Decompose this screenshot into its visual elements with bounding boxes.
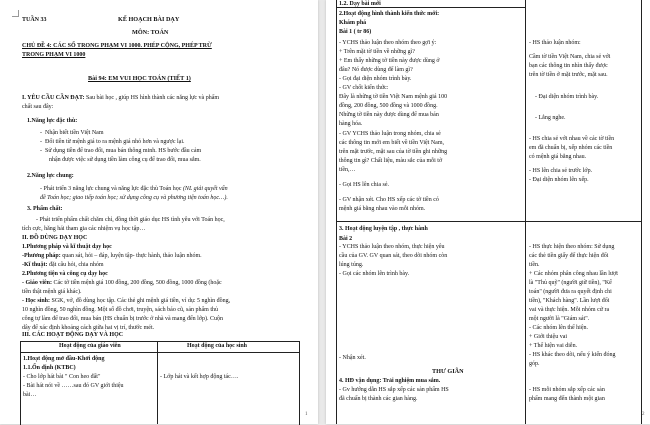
document-page-1 [0, 0, 318, 424]
activity-warmup-heading: 1.Hoạt động mở đầu-Khởi động [23, 356, 105, 362]
teacher-step: - Gọi HS lên chia sẻ. [339, 182, 389, 188]
table-row-divider [336, 7, 526, 8]
teacher-tools-line-1: - Giáo viên: Các tờ tiền mệnh giá 100 đồng, 200 đồng, 500 đồng, 1000 đồng (hoặc [22, 280, 222, 286]
requirements-line-2: chất sau đây: [22, 104, 54, 110]
lesson-new-heading: 1.2. Dạy bài mới [339, 1, 381, 7]
teacher-step: - GV chốt kiến thức: [339, 85, 389, 91]
teacher-step: - Bài hát nói về ……sau đó GV giới thiệu [23, 383, 124, 389]
table-header-divider [20, 352, 299, 353]
list-item: - Nhận biết tiền Việt Nam [40, 130, 104, 136]
teacher-step: đâu? Nó được dùng để làm gì? [339, 67, 413, 73]
student-step: - HS khác theo dõi, nếu ý kiến đóng [529, 352, 616, 358]
application-heading: 4. HĐ vận dụng: Trải nghiệm mua sắm. [339, 378, 441, 384]
student-step: Cầm tờ tiền Việt Nam, chia sẻ với [529, 54, 611, 60]
student-step: tiền), "Khách hàng". Lần lượt đổi [529, 298, 610, 304]
subject-title: MÔN: TOÁN [132, 29, 169, 36]
student-tools-line-4: dây để xác định khoảng cách giữa hai vị trí, thước mét. [22, 325, 155, 331]
page-number: 2 [642, 412, 645, 417]
list-item: - Sử dụng tiền để trao đổi, mua bán thông minh. HS bước đầu cảm [40, 148, 202, 154]
student-step: - HS thực hiện theo nhóm: Sử dụng [529, 244, 615, 250]
student-step: trên tờ tiền ở mặt trước, mặt sau. [529, 72, 608, 78]
section-qualities: 3. Phẩm chất: [27, 206, 63, 212]
section-specific-competence: 1.Năng lực đặc thù: [27, 118, 78, 124]
week-label: TUẦN 33 [22, 17, 47, 23]
teacher-step: các thông tin mới em biết về tiền Việt Nam, [339, 140, 445, 146]
student-step: phẩm mang đến thành một gian [529, 396, 605, 402]
student-step: bạn các thông tin nhìn thấy được [529, 63, 608, 69]
student-step: em đã chuẩn bị, xếp nhóm các tiền [529, 145, 613, 151]
methods-heading: 1.Phương pháp và kĩ thuật dạy học [22, 244, 112, 250]
student-step: - HS mỗi nhóm sắp xếp các sản [529, 387, 605, 393]
student-step: - HS chia sẻ với nhau về các tờ tiền [529, 136, 615, 142]
teacher-step: - Nhận xét. [339, 355, 366, 361]
topic-line-2: TRONG PHẠM VI 1000 [22, 52, 86, 58]
general-competence-line-1: - Phát triển 3 năng lực chung và năng lực đặc thù Toán học (NL giải quyết vấn [40, 186, 228, 192]
teacher-step: bài… [23, 392, 37, 398]
student-step: + Thể hiện vai diễn. [529, 343, 578, 349]
section-activities: III. CÁC HOẠT ĐỘNG DẠY VÀ HỌC [22, 332, 124, 338]
section-teaching-aids: II. ĐỒ DÙNG DẠY HỌC [22, 235, 88, 241]
break-title: THƯ GIÃN [432, 368, 464, 375]
teacher-step: thông tin gì? Chất liệu, màu sắc của mỗi tờ [339, 158, 443, 164]
requirements-heading: I. YÊU CẦU CẦN ĐẠT: [22, 95, 85, 101]
general-competence-line-2: đề Toán học; giao tiếp toán học; sử dụng công cụ và phương tiện toán học…). [40, 195, 228, 201]
student-step: - Lắng nghe. [535, 115, 566, 121]
teacher-step: hàng hóa. [339, 121, 363, 127]
teacher-step: + Trên mặt tờ tiền về những gì? [339, 49, 415, 55]
teacher-step: Đây là những tờ tiền Việt Nam mệnh giá 100 [339, 94, 448, 100]
requirements-text: Sau bài học , giúp HS hình thành các năng lực và phẩm [84, 95, 220, 101]
student-step: - Các nhóm lên thể hiện. [529, 325, 588, 331]
student-step: + Các nhóm phân công nhau lần lượt [529, 271, 618, 277]
tools-heading: 2.Phương tiện và công cụ dạy học [22, 271, 108, 277]
teacher-step: - Gv hướng dẫn HS sắp xếp các sản phẩm HS [339, 387, 449, 393]
teacher-step: - YCHS thảo luận theo nhóm, thực hiện yêu [339, 244, 445, 250]
student-tools-line-2: 10 nghìn đồng, 50 nghìn đồng. Một số đồ chơi, truyện, sách báo cũ, sản phẩm thủ [22, 307, 218, 313]
student-step: - HS lên chia sẻ trước lớp. [529, 168, 593, 174]
teacher-step: lúng túng. [339, 262, 364, 268]
teacher-step: - GV nhận xét. Cho HS xếp các tờ tiền có [339, 197, 439, 203]
student-step: - Đại diện nhóm trình bày. [535, 94, 599, 100]
list-item-continued: nhận được việc sử dụng tiền làm công cụ để trao đổi, mua sắm. [49, 157, 201, 163]
teacher-step: - Gọi các nhóm lên trình bày. [339, 271, 410, 277]
table-row-divider [336, 221, 641, 222]
teacher-step: - YCHS thảo luận theo nhóm theo gợi ý: [339, 40, 437, 46]
table-column-divider [157, 341, 158, 424]
lesson-title: Bài 94: EM VUI HỌC TOÁN (TIẾT 1) [88, 75, 191, 82]
student-step: góp. [529, 361, 540, 367]
student-step: các thẻ tiền giấy để thực hiện đổi [529, 253, 609, 259]
teacher-step: - Cho lớp hát bài " Con heo đất" [23, 374, 101, 380]
student-step: tiền. [529, 262, 540, 268]
student-step: - Đại diện nhóm lên xếp. [529, 177, 589, 183]
teacher-step: cầu của GV. GV quan sát, theo dõi nhóm còn [339, 253, 448, 259]
student-step: toán" (người đưa ra quyết định chi [529, 289, 612, 295]
student-step: một người là "Giám sát". [529, 316, 590, 322]
lesson-plan-title: KẾ HOẠCH BÀI DẠY [118, 16, 180, 23]
methods-line: -Phương pháp: quan sát, hỏi – đáp, luyện tập- thực hành, thảo luận nhóm. [22, 253, 202, 259]
student-tools-line-1: - Học sinh: SGK, vở, đồ dùng học tập. Các thẻ ghi mệnh giá tiền, ví dụ: 5 nghìn đồng, [22, 298, 231, 304]
practice-heading: 3. Hoạt động luyện tập , thực hành [339, 226, 428, 232]
exercise-2-heading: Bài 2 [339, 236, 353, 242]
section-general-competence: 2.Năng lực chung: [27, 173, 74, 179]
teacher-step: + Em thấy những tờ tiền này được dùng ở [339, 58, 440, 64]
qualities-line-2: tích cực, hăng hái tham gia các nhiệm vụ học tập… [22, 226, 146, 232]
teacher-step: Những tờ tiền này được dùng để mua bán [339, 112, 439, 118]
student-step: - Lớp hát và kết hợp động tác…. [160, 374, 239, 380]
page-corner-mark [12, 10, 19, 17]
exercise-1-heading: Bài 1 ( tr 86) [339, 29, 372, 35]
teacher-step: - GV YCHS thảo luận trong nhóm, chia sẻ [339, 131, 441, 137]
student-tools-line-3: công tự làm để trao đổi, mua bán (HS chuẩn bị trước ở nhà và mang đến lớp). Cuộn [22, 316, 223, 322]
teacher-step: đồng, 200 đồng, 500 đồng và 1000 đồng. [339, 103, 438, 109]
techniques-line: -Kĩ thuật: đặt câu hỏi, chia nhóm [22, 262, 104, 268]
teacher-step: tiền,… [339, 167, 356, 173]
student-step: - HS thảo luận nhóm: [529, 40, 581, 46]
table-column-divider [525, 0, 526, 424]
explore-heading: Khám phá [339, 20, 367, 26]
activity-warmup-sub: 1.1.Ổn định (KTBC) [23, 365, 76, 371]
knowledge-activity-heading: 2.Hoạt động hình thành kiến thức mới: [339, 11, 440, 17]
topic-line-1: CHỦ ĐỀ 4: CÁC SỐ TRONG PHẠM VI 1000. PHÉP CỘNG, PHÉP TRỪ [22, 43, 212, 49]
student-step: vai và thực hiện. Mỗi nhóm cử ra [529, 307, 610, 313]
page-number: 1 [305, 412, 308, 417]
student-step: có mệnh giá bằng nhau. [529, 154, 587, 160]
teacher-tools-line-2: tiền thật mệnh giá khác). [22, 289, 82, 295]
student-step: + Giới thiệu vai [529, 334, 568, 340]
student-step: là "Thủ quỹ" (người giữ tiền), "Kế [529, 280, 612, 286]
document-page-2 [326, 0, 650, 424]
table-header-student: Hoạt động của học sinh [187, 343, 248, 349]
table-header-teacher: Hoạt động của giáo viên [59, 343, 121, 349]
teacher-step: đã chuẩn bị thành các gian hàng. [339, 396, 418, 402]
teacher-step: - Gọi đại diện nhóm trình bày. [339, 76, 412, 82]
qualities-line-1: - Phát triển phẩm chất chăm chỉ, đồng thời giáo dục HS tình yêu với Toán học, [36, 217, 225, 223]
teacher-step: mệnh giá bằng nhau vào mỗi nhóm. [339, 206, 426, 212]
requirements-line-1 [22, 95, 219, 101]
teacher-step: trên mặt trước, mặt sau của tờ tiền ghi những [339, 149, 448, 155]
list-item: - Đổi tiền từ mệnh giá to ra mệnh giá nhỏ hơn và ngược lại. [40, 139, 185, 145]
